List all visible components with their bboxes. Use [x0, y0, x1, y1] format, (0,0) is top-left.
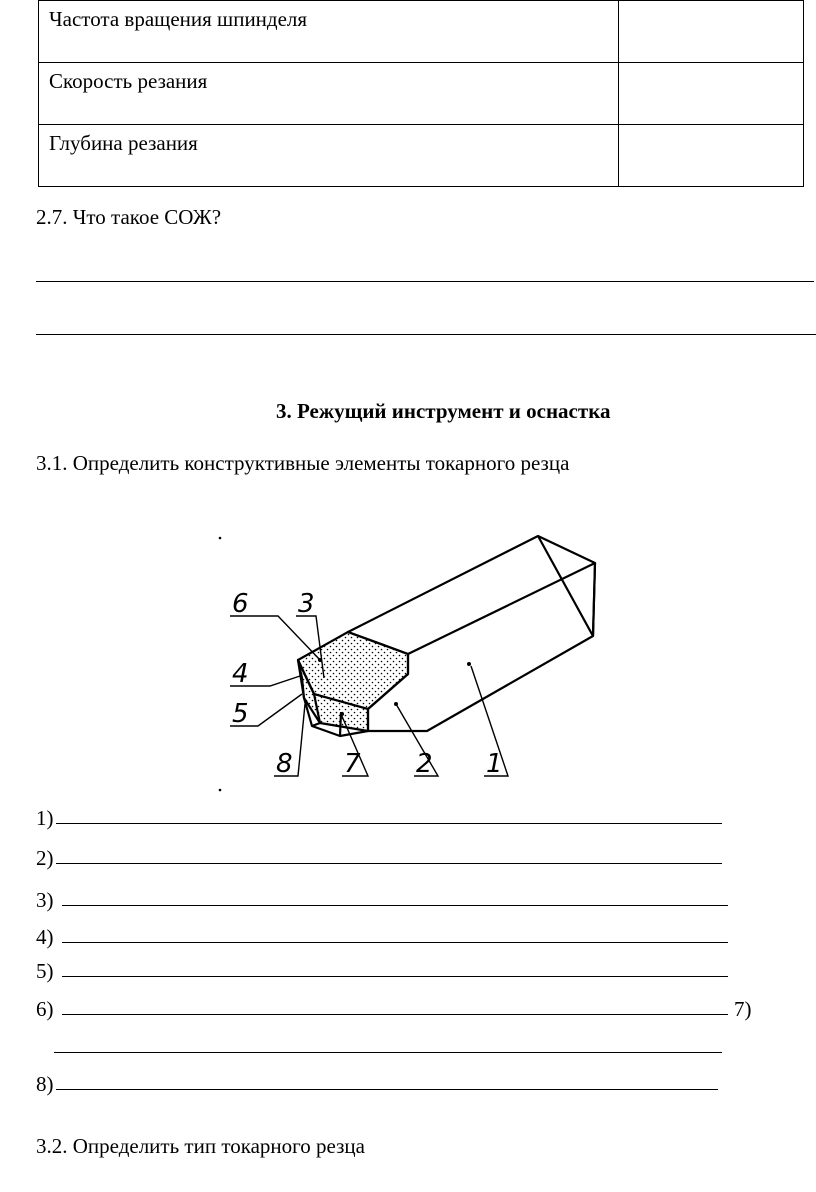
answer-label-3: 3) — [36, 888, 54, 912]
answer-line-7[interactable] — [54, 1052, 722, 1053]
parameters-table — [38, 0, 804, 187]
table-cell-value[interactable] — [619, 1, 804, 63]
answer-label-4: 4) — [36, 925, 54, 949]
table-cell-label: Скорость резания — [39, 63, 619, 125]
table-row — [39, 1, 804, 63]
answer-line-1[interactable] — [56, 823, 722, 824]
answer-label-7: 7) — [734, 997, 752, 1021]
callout-4: 4 — [232, 659, 249, 689]
callout-6: 6 — [232, 589, 249, 619]
table-row — [39, 125, 804, 187]
table-cell-value[interactable] — [619, 125, 804, 187]
question-2-7: 2.7. Что такое СОЖ? — [36, 205, 222, 229]
table-cell-label: Глубина резания — [39, 125, 619, 187]
callout-7: 7 — [344, 749, 361, 779]
answer-line-3[interactable] — [62, 905, 728, 906]
table-cell-value[interactable] — [619, 63, 804, 125]
answer-line-2[interactable] — [56, 863, 722, 864]
section-heading: 3. Режущий инструмент и оснастка — [276, 399, 611, 423]
answer-label-1: 1) — [36, 806, 54, 830]
table-row — [39, 63, 804, 125]
answer-line-6[interactable] — [62, 1014, 728, 1015]
callout-5: 5 — [232, 699, 249, 729]
callout-1: 1 — [486, 749, 503, 779]
answer-line-4[interactable] — [62, 942, 728, 943]
answer-line-5[interactable] — [62, 976, 728, 977]
callout-2: 2 — [416, 749, 433, 779]
shank-side-face — [368, 563, 595, 731]
answer-line-2-7-b[interactable] — [36, 334, 816, 335]
answer-label-5: 5) — [36, 959, 54, 983]
answer-line-2-7-a[interactable] — [36, 281, 814, 282]
answer-label-2: 2) — [36, 846, 54, 870]
question-3-1: 3.1. Определить конструктивные элементы токарного резца — [36, 451, 570, 475]
callout-8: 8 — [276, 749, 293, 779]
answer-label-6: 6) — [36, 997, 54, 1021]
question-3-2: 3.2. Определить тип токарного резца — [36, 1134, 365, 1158]
answer-label-8: 8) — [36, 1072, 54, 1096]
shank-top-face — [348, 536, 595, 654]
callout-3: 3 — [298, 589, 315, 619]
table-cell-label: Частота вращения шпинделя — [39, 1, 619, 63]
lathe-cutter-figure — [200, 528, 620, 798]
answer-line-8[interactable] — [56, 1089, 718, 1090]
